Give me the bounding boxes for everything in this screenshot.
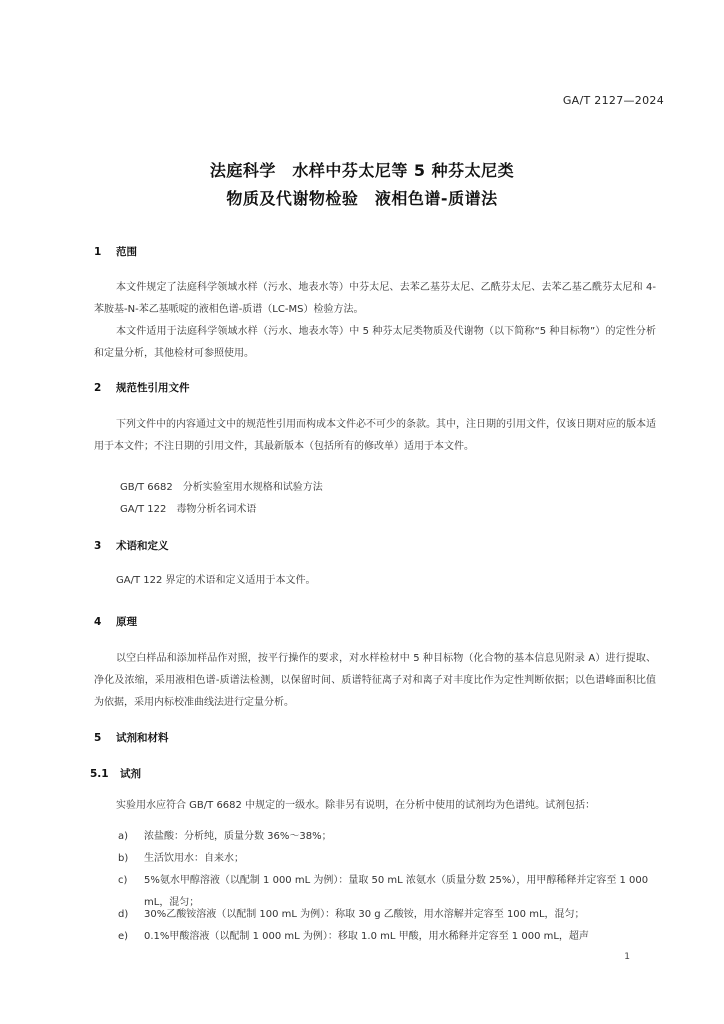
section-title: 术语和定义 xyxy=(116,540,169,552)
list-item-label: c) xyxy=(118,875,128,886)
section-title: 规范性引用文件 xyxy=(116,382,190,394)
section-title: 试剂和材料 xyxy=(116,732,169,744)
reference-item: GB/T 6682 分析实验室用水规格和试验方法 xyxy=(120,482,323,493)
subsection-title: 试剂 xyxy=(120,768,141,780)
list-item xyxy=(118,904,658,926)
scope-paragraph-2: 本文件适用于法庭科学领域水样（污水、地表水等）中 5 种芬太尼类物质及代谢物（以下简称“5 种目标物”）的定性分析和定量分析，其他检材可参照使用。 xyxy=(94,326,656,359)
document-title-line-2: 物质及代谢物检验 液相色谱-质谱法 xyxy=(226,189,498,208)
normative-paragraph: 下列文件中的内容通过文中的规范性引用而构成本文件必不可少的条款。其中，注日期的引用文件，仅该日期对应的版本适用于本文件；不注日期的引用文件，其最新版本（包括所有的修改单）适用于本文件。 xyxy=(94,419,656,452)
reagents-paragraph: 实验用水应符合 GB/T 6682 中规定的一级水。除非另有说明，在分析中使用的试剂均为色谱纯。试剂包括： xyxy=(116,800,596,811)
section-number: 3 xyxy=(94,540,102,552)
list-item-label: a) xyxy=(118,831,129,842)
list-item-text: 5%氨水甲醇溶液（以配制 1 000 mL 为例）：量取 50 mL 浓氨水（质量分数 25%），用甲醇稀释并定容至 1 000 mL，混匀； xyxy=(144,875,649,908)
section-number: 4 xyxy=(94,616,102,628)
list-item xyxy=(118,926,658,948)
section-3-heading xyxy=(94,538,169,553)
list-item-text: 生活饮用水：自来水； xyxy=(144,853,244,864)
principle-paragraph: 以空白样品和添加样品作对照，按平行操作的要求，对水样检材中 5 种目标物（化合物的基本信息见附录 A）进行提取、净化及浓缩，采用液相色谱-质谱法检测，以保留时间、质谱特征离子对和离子对丰度比作为定性判断依据；以色谱峰面积比值为依据，采用内标校准曲线法进行定量分析。 xyxy=(94,653,656,708)
list-item xyxy=(118,826,658,848)
section-5-heading xyxy=(94,730,169,745)
list-item-label: b) xyxy=(118,853,129,864)
subsection-5-1-heading xyxy=(90,766,141,781)
section-number: 1 xyxy=(94,246,102,258)
section-1-heading xyxy=(94,244,137,259)
list-item-label: e) xyxy=(118,931,129,942)
list-item-text: 0.1%甲酸溶液（以配制 1 000 mL 为例）：移取 1.0 mL 甲酸，用水稀释并定容至 1 000 mL，超声 xyxy=(144,931,589,942)
list-item-label: d) xyxy=(118,909,129,920)
standard-code: GA/T 2127—2024 xyxy=(562,94,664,107)
scope-paragraph-1: 本文件规定了法庭科学领域水样（污水、地表水等）中芬太尼、去苯乙基芬太尼、乙酰芬太尼、去苯乙基乙酰芬太尼和 4-苯胺基-N-苯乙基哌啶的液相色谱-质谱（LC-MS）检验方法。 xyxy=(94,282,656,315)
section-number: 2 xyxy=(94,382,102,394)
section-number: 5 xyxy=(94,732,102,744)
section-title: 原理 xyxy=(116,616,137,628)
terms-paragraph: GA/T 122 界定的术语和定义适用于本文件。 xyxy=(116,575,316,586)
document-title-line-1: 法庭科学 水样中芬太尼等 5 种芬太尼类 xyxy=(209,161,515,180)
page-number: 1 xyxy=(624,952,630,962)
reference-item: GA/T 122 毒物分析名词术语 xyxy=(120,504,257,515)
list-item xyxy=(118,848,658,870)
section-title: 范围 xyxy=(116,246,137,258)
subsection-number: 5.1 xyxy=(90,768,109,780)
list-item-text: 30%乙酸铵溶液（以配制 100 mL 为例）：称取 30 g 乙酸铵，用水溶解并定容至 100 mL，混匀； xyxy=(144,909,585,920)
section-2-heading xyxy=(94,380,190,395)
section-4-heading xyxy=(94,614,137,629)
list-item-text: 浓盐酸：分析纯，质量分数 36%～38%； xyxy=(144,831,332,842)
